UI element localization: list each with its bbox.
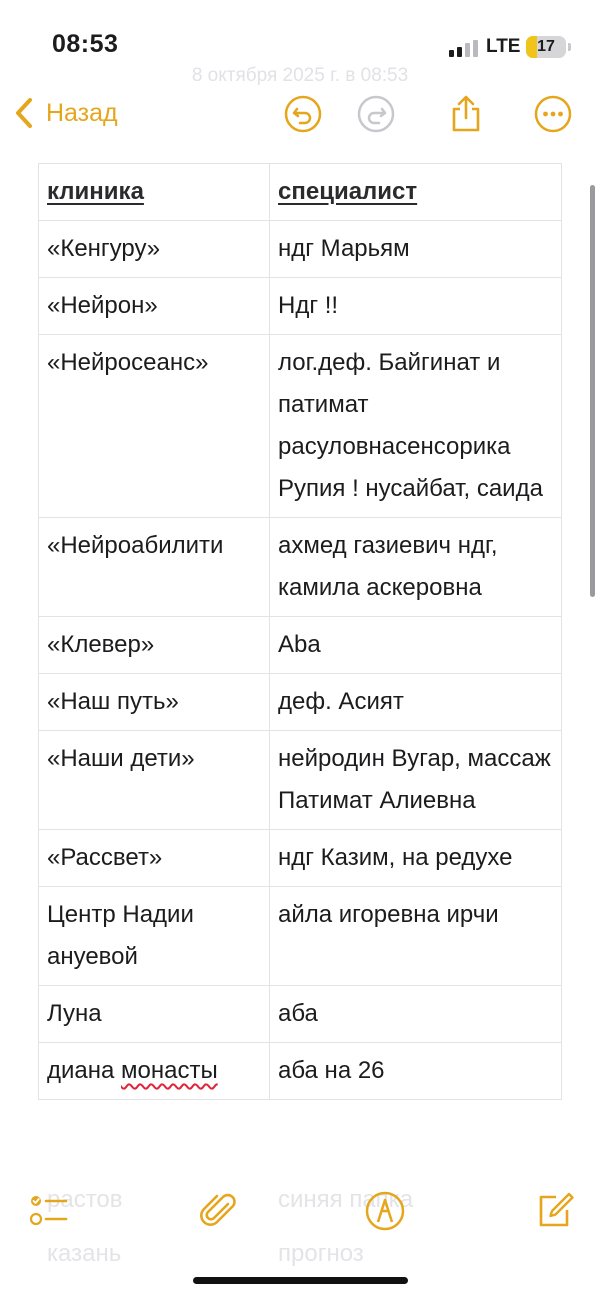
table-row <box>39 518 562 617</box>
column-header-specialist: специалист <box>278 178 418 205</box>
table-cell[interactable]: Aba <box>270 617 562 674</box>
compose-icon <box>534 1190 576 1232</box>
cellular-signal-icon <box>449 40 478 57</box>
faded-row-text: растов <box>47 1186 123 1213</box>
table-cell[interactable]: Ндг !! <box>270 278 562 335</box>
checklist-button[interactable] <box>28 1190 70 1232</box>
battery-level: 17 <box>537 38 555 55</box>
table-cell[interactable]: Луна <box>39 986 270 1043</box>
markup-button[interactable] <box>364 1190 406 1232</box>
faded-row-text: казань <box>47 1240 122 1267</box>
table-cell[interactable]: аба <box>270 986 562 1043</box>
table-row <box>39 617 562 674</box>
note-date: 8 октября 2025 г. в 08:53 <box>191 65 409 86</box>
redo-button[interactable] <box>356 94 396 134</box>
column-header-clinic: клиника <box>47 178 144 205</box>
table-cell[interactable]: «Нейроабилити <box>39 518 270 617</box>
battery-icon <box>526 36 566 58</box>
table-row <box>39 986 562 1043</box>
table-cell[interactable]: «Наш путь» <box>39 674 270 731</box>
paperclip-icon <box>198 1190 240 1232</box>
table-cell[interactable]: аба на 26 <box>270 1043 562 1100</box>
table-row <box>39 1043 562 1100</box>
table-row <box>39 731 562 830</box>
table-cell[interactable]: «Клевер» <box>39 617 270 674</box>
table-row <box>39 221 562 278</box>
table-row <box>39 830 562 887</box>
table-row <box>39 335 562 518</box>
table-cell[interactable]: айла игоревна ирчи <box>270 887 562 986</box>
checklist-icon <box>28 1190 70 1232</box>
home-indicator[interactable] <box>193 1277 408 1284</box>
table-cell[interactable]: ндг Марьям <box>270 221 562 278</box>
markup-pen-icon <box>364 1190 406 1232</box>
table-cell[interactable]: «Наши дети» <box>39 731 270 830</box>
faded-row-text: прогноз <box>278 1240 364 1267</box>
table-cell[interactable]: лог.деф. Байгинат и патимат расуловнасенсорика Рупия ! нусайбат, саида <box>270 335 562 518</box>
back-button[interactable] <box>12 96 118 130</box>
chevron-left-icon <box>12 96 38 130</box>
table-cell[interactable]: Центр Надии ануевой <box>39 887 270 986</box>
note-table[interactable] <box>38 163 562 1100</box>
table-cell[interactable]: «Кенгуру» <box>39 221 270 278</box>
share-button[interactable] <box>446 94 486 134</box>
attach-button[interactable] <box>198 1190 240 1232</box>
table-row <box>39 278 562 335</box>
misspelled-word: монасты <box>121 1057 218 1084</box>
table-row <box>39 674 562 731</box>
redo-icon <box>356 94 396 134</box>
network-type: LTE <box>486 36 521 57</box>
more-icon <box>533 94 573 134</box>
share-icon <box>446 94 486 134</box>
table-cell[interactable]: нейродин Вугар, массаж Патимат Алиевна <box>270 731 562 830</box>
back-label: Назад <box>46 98 118 127</box>
table-cell[interactable]: деф. Асият <box>270 674 562 731</box>
more-button[interactable] <box>533 94 573 134</box>
compose-button[interactable] <box>534 1190 576 1232</box>
cell-text: диана <box>47 1057 122 1084</box>
table-cell[interactable]: «Нейрон» <box>39 278 270 335</box>
table-cell[interactable]: ндг Казим, на редухе <box>270 830 562 887</box>
table-header-row <box>39 164 562 221</box>
table-row <box>39 887 562 986</box>
table-cell[interactable]: ахмед газиевич ндг, камила аскеровна <box>270 518 562 617</box>
table-cell[interactable]: «Рассвет» <box>39 830 270 887</box>
table-cell[interactable] <box>39 164 270 221</box>
status-time: 08:53 <box>52 30 119 58</box>
undo-button[interactable] <box>283 94 323 134</box>
faded-row-text: синяя папка <box>278 1186 414 1213</box>
undo-icon <box>283 94 323 134</box>
table-cell[interactable]: «Нейросеанс» <box>39 335 270 518</box>
scrollbar[interactable] <box>590 185 595 597</box>
table-cell[interactable] <box>39 1043 270 1100</box>
battery-tip <box>568 43 571 51</box>
table-cell[interactable] <box>270 164 562 221</box>
